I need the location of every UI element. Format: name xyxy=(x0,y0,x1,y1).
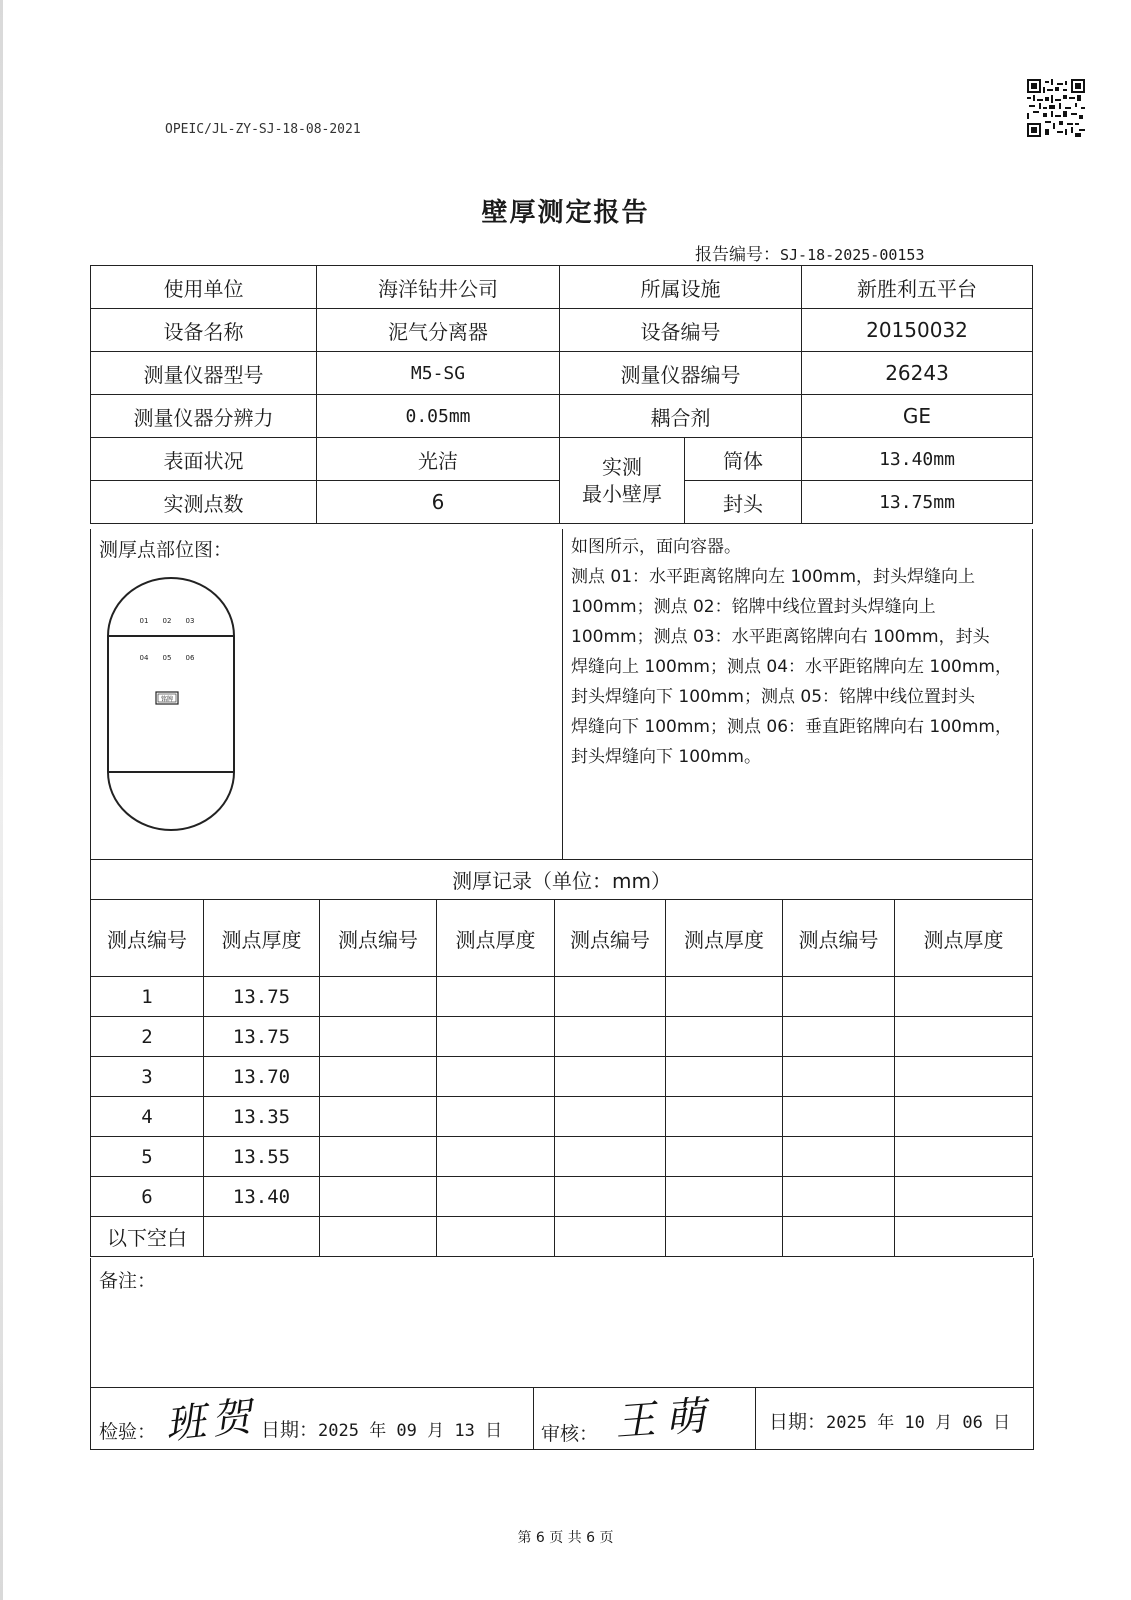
description-line: 封头焊缝向下 100mm；测点 05：铭牌中线位置封头 xyxy=(571,687,976,707)
points-label: 实测点数 xyxy=(91,481,317,524)
min-wall-label xyxy=(560,438,685,524)
review-date-value: 2025 年 10 月 06 日 xyxy=(826,1413,1011,1433)
point-06: 06 xyxy=(185,654,195,662)
review-cell xyxy=(533,1387,756,1449)
point-01: 01 xyxy=(139,617,149,625)
record-header-row xyxy=(91,900,1033,977)
inspection-date-label: 日期： xyxy=(261,1419,319,1441)
info-row xyxy=(91,309,1033,352)
column-header-point: 测点编号 xyxy=(320,900,437,977)
diagram-label: 测厚点部位图： xyxy=(99,539,233,561)
table-row xyxy=(91,1217,1033,1257)
info-row xyxy=(91,438,1033,481)
shell-label: 筒体 xyxy=(685,438,802,481)
shell-value: 13.40mm xyxy=(802,438,1033,481)
thickness-cell: 13.35 xyxy=(204,1097,320,1137)
review-label: 审核： xyxy=(541,1423,599,1445)
scan-edge xyxy=(0,0,3,1600)
qr-code-icon xyxy=(1027,79,1085,137)
page-title: 壁厚测定报告 xyxy=(481,198,650,228)
inspection-label: 检验： xyxy=(99,1421,157,1443)
signature-row xyxy=(90,1387,1034,1450)
table-row xyxy=(91,977,1033,1017)
column-header-thickness: 测点厚度 xyxy=(895,900,1033,977)
description-line: 测点 01：水平距离铭牌向左 100mm，封头焊缝向上 xyxy=(571,567,976,587)
vessel-diagram xyxy=(106,574,236,836)
table-row xyxy=(91,1057,1033,1097)
description-section xyxy=(561,529,1033,859)
equipment-number-value: 20150032 xyxy=(802,309,1033,352)
column-header-point: 测点编号 xyxy=(555,900,666,977)
facility-label: 所属设施 xyxy=(560,266,802,309)
point-05: 05 xyxy=(162,654,172,662)
point-number-cell: 4 xyxy=(91,1097,204,1137)
resolution-label: 测量仪器分辨力 xyxy=(91,395,317,438)
point-number-cell: 5 xyxy=(91,1137,204,1177)
instrument-model-label: 测量仪器型号 xyxy=(91,352,317,395)
instrument-model-value: M5-SG xyxy=(317,352,560,395)
thickness-cell: 13.75 xyxy=(204,1017,320,1057)
remarks-section xyxy=(90,1258,1034,1388)
facility-value: 新胜利五平台 xyxy=(802,266,1033,309)
review-date-cell xyxy=(755,1387,1033,1449)
point-number-cell: 3 xyxy=(91,1057,204,1097)
column-header-thickness: 测点厚度 xyxy=(437,900,555,977)
min-wall-label-line1: 实测 xyxy=(602,454,642,479)
surface-label: 表面状况 xyxy=(91,438,317,481)
instrument-number-value: 26243 xyxy=(802,352,1033,395)
thickness-record-table xyxy=(90,859,1033,1257)
point-03: 03 xyxy=(185,617,195,625)
point-02: 02 xyxy=(162,617,172,625)
report-number-value: SJ-18-2025-00153 xyxy=(780,246,925,264)
description-line: 封头焊缝向下 100mm。 xyxy=(571,747,761,767)
point-04: 04 xyxy=(139,654,149,662)
record-title-row xyxy=(91,860,1033,900)
table-row xyxy=(91,1137,1033,1177)
review-date-label: 日期： xyxy=(769,1411,827,1433)
inspection-date xyxy=(261,1415,502,1442)
point-number-cell: 2 xyxy=(91,1017,204,1057)
equipment-name-value: 泥气分离器 xyxy=(317,309,560,352)
description-text xyxy=(571,532,1023,772)
inspection-cell xyxy=(91,1387,534,1449)
info-row xyxy=(91,352,1033,395)
thickness-cell: 13.75 xyxy=(204,977,320,1017)
point-number-cell: 6 xyxy=(91,1177,204,1217)
couplant-value: GE xyxy=(802,395,1033,438)
table-row xyxy=(91,1017,1033,1057)
user-unit-label: 使用单位 xyxy=(91,266,317,309)
column-header-thickness: 测点厚度 xyxy=(204,900,320,977)
equipment-number-label: 设备编号 xyxy=(560,309,802,352)
document-code: OPEIC/JL-ZY-SJ-18-08-2021 xyxy=(165,122,361,137)
reviewer-signature: 王萌 xyxy=(613,1392,717,1446)
description-line: 100mm；测点 02：铭牌中线位置封头焊缝向上 xyxy=(571,597,936,617)
description-line: 100mm；测点 03：水平距离铭牌向右 100mm，封头 xyxy=(571,627,990,647)
info-table xyxy=(90,265,1033,524)
inspection-date-value: 2025 年 09 月 13 日 xyxy=(318,1421,503,1441)
column-header-thickness: 测点厚度 xyxy=(666,900,783,977)
instrument-number-label: 测量仪器编号 xyxy=(560,352,802,395)
thickness-cell: 13.40 xyxy=(204,1177,320,1217)
points-value: 6 xyxy=(317,481,560,524)
user-unit-value: 海洋钻井公司 xyxy=(317,266,560,309)
inspector-signature: 班贺 xyxy=(163,1393,260,1449)
resolution-value: 0.05mm xyxy=(317,395,560,438)
thickness-cell: 13.55 xyxy=(204,1137,320,1177)
report-number-label: 报告编号： xyxy=(695,245,780,265)
description-line: 如图所示，面向容器。 xyxy=(571,537,741,557)
couplant-label: 耦合剂 xyxy=(560,395,802,438)
review-date xyxy=(769,1407,1010,1434)
description-line: 焊缝向下 100mm；测点 06：垂直距铭牌向右 100mm， xyxy=(571,717,1012,737)
remarks-label: 备注： xyxy=(99,1270,157,1292)
page-footer: 第 6 页 共 6 页 xyxy=(517,1530,614,1546)
info-row xyxy=(91,395,1033,438)
report-number xyxy=(695,240,925,265)
surface-value: 光洁 xyxy=(317,438,560,481)
table-row xyxy=(91,1097,1033,1137)
record-title: 测厚记录（单位：mm） xyxy=(91,860,1033,900)
min-wall-label-line2: 最小壁厚 xyxy=(582,481,662,506)
blank-below-cell: 以下空白 xyxy=(91,1217,204,1257)
nameplate-label: 铭牌 xyxy=(160,696,174,703)
point-number-cell: 1 xyxy=(91,977,204,1017)
thickness-cell: 13.70 xyxy=(204,1057,320,1097)
column-header-point: 测点编号 xyxy=(91,900,204,977)
description-line: 焊缝向上 100mm；测点 04：水平距铭牌向左 100mm， xyxy=(571,657,1012,677)
column-header-point: 测点编号 xyxy=(783,900,895,977)
table-row xyxy=(91,1177,1033,1217)
equipment-name-label: 设备名称 xyxy=(91,309,317,352)
info-row xyxy=(91,266,1033,309)
head-label: 封头 xyxy=(685,481,802,524)
diagram-section xyxy=(90,529,563,859)
head-value: 13.75mm xyxy=(802,481,1033,524)
